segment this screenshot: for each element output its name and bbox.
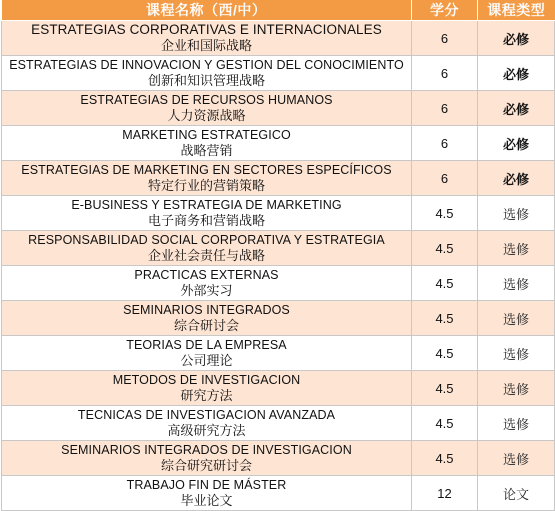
- header-credits: 学分: [412, 0, 478, 21]
- course-name-cell: [2, 231, 412, 266]
- course-name-chinese: 电子商务和营销战略: [147, 213, 265, 228]
- course-type-cell: 必修: [478, 91, 555, 126]
- credits-cell: 4.5: [412, 371, 478, 406]
- course-name-spanish: ESTRATEGIAS DE INNOVACION Y GESTION DEL CONOCIMIENTO: [9, 58, 404, 72]
- table-row: [2, 56, 555, 91]
- course-type-cell: 选修: [478, 231, 555, 266]
- table-row: [2, 126, 555, 161]
- course-name-spanish: ESTRATEGIAS DE MARKETING EN SECTORES ESPECÍFICOS: [21, 163, 392, 177]
- course-type-cell: 必修: [478, 56, 555, 91]
- table-header: [2, 0, 555, 21]
- course-name-cell: [2, 161, 412, 196]
- credits-cell: 4.5: [412, 406, 478, 441]
- table-row: [2, 336, 555, 371]
- table-row: [2, 21, 555, 56]
- table-body: [2, 21, 555, 511]
- table-row: [2, 266, 555, 301]
- header-row: [2, 0, 555, 21]
- course-type-cell: 选修: [478, 196, 555, 231]
- course-type-cell: 必修: [478, 21, 555, 56]
- course-name-spanish: SEMINARIOS INTEGRADOS DE INVESTIGACION: [61, 443, 352, 457]
- course-name-cell: [2, 476, 412, 511]
- course-type-cell: 选修: [478, 406, 555, 441]
- course-name-chinese: 人力资源战略: [167, 108, 246, 123]
- course-name-spanish: ESTRATEGIAS DE RECURSOS HUMANOS: [80, 93, 333, 107]
- credits-cell: 6: [412, 56, 478, 91]
- course-type-cell: 选修: [478, 441, 555, 476]
- header-course-type: 课程类型: [478, 0, 555, 21]
- table-row: [2, 441, 555, 476]
- course-name-chinese: 企业社会责任与战略: [147, 248, 265, 263]
- course-type-cell: 选修: [478, 336, 555, 371]
- course-name-chinese: 特定行业的营销策略: [147, 178, 265, 193]
- table-row: [2, 196, 555, 231]
- table-row: [2, 161, 555, 196]
- course-name-spanish: MARKETING ESTRATEGICO: [122, 128, 291, 142]
- course-name-chinese: 公司理论: [180, 353, 233, 368]
- course-name-chinese: 外部实习: [180, 283, 233, 298]
- course-name-spanish: E-BUSINESS Y ESTRATEGIA DE MARKETING: [71, 198, 342, 212]
- course-type-cell: 选修: [478, 266, 555, 301]
- table-row: [2, 91, 555, 126]
- course-name-chinese: 企业和国际战略: [160, 38, 252, 53]
- course-name-cell: [2, 21, 412, 56]
- table-row: [2, 406, 555, 441]
- course-type-cell: 必修: [478, 126, 555, 161]
- course-name-chinese: 综合研究研讨会: [160, 458, 252, 473]
- course-name-cell: [2, 266, 412, 301]
- table-row: [2, 301, 555, 336]
- course-name-spanish: TECNICAS DE INVESTIGACION AVANZADA: [77, 408, 336, 422]
- course-name-chinese: 研究方法: [180, 388, 233, 403]
- table-row: [2, 476, 555, 511]
- course-name-cell: [2, 406, 412, 441]
- course-type-cell: 必修: [478, 161, 555, 196]
- course-name-cell: [2, 126, 412, 161]
- credits-cell: 4.5: [412, 336, 478, 371]
- course-name-cell: [2, 301, 412, 336]
- course-name-chinese: 创新和知识管理战略: [147, 73, 265, 88]
- course-name-chinese: 战略营销: [180, 143, 233, 158]
- course-name-spanish: TRABAJO FIN DE MÁSTER: [126, 478, 287, 492]
- course-name-cell: [2, 371, 412, 406]
- credits-cell: 12: [412, 476, 478, 511]
- table-row: [2, 231, 555, 266]
- course-name-spanish: TEORIAS DE LA EMPRESA: [126, 338, 287, 352]
- credits-cell: 4.5: [412, 196, 478, 231]
- course-type-cell: 选修: [478, 371, 555, 406]
- course-table: [1, 0, 555, 511]
- course-name-spanish: SEMINARIOS INTEGRADOS: [123, 303, 290, 317]
- credits-cell: 4.5: [412, 301, 478, 336]
- course-name-chinese: 毕业论文: [180, 493, 233, 508]
- table-row: [2, 371, 555, 406]
- course-name-cell: [2, 91, 412, 126]
- credits-cell: 6: [412, 91, 478, 126]
- header-course-name: 课程名称（西/中）: [2, 0, 412, 21]
- course-name-spanish: RESPONSABILIDAD SOCIAL CORPORATIVA Y ESTRATEGIA: [28, 233, 385, 247]
- course-name-cell: [2, 56, 412, 91]
- credits-cell: 4.5: [412, 231, 478, 266]
- course-name-cell: [2, 196, 412, 231]
- credits-cell: 6: [412, 126, 478, 161]
- course-type-cell: 论文: [478, 476, 555, 511]
- credits-cell: 6: [412, 161, 478, 196]
- course-name-cell: [2, 441, 412, 476]
- course-type-cell: 选修: [478, 301, 555, 336]
- course-name-chinese: 高级研究方法: [167, 423, 246, 438]
- course-name-spanish: PRACTICAS EXTERNAS: [134, 268, 279, 282]
- credits-cell: 4.5: [412, 266, 478, 301]
- credits-cell: 6: [412, 21, 478, 56]
- course-name-spanish: ESTRATEGIAS CORPORATIVAS E INTERNACIONALES: [31, 22, 382, 37]
- course-name-cell: [2, 336, 412, 371]
- credits-cell: 4.5: [412, 441, 478, 476]
- course-name-spanish: METODOS DE INVESTIGACION: [112, 373, 301, 387]
- course-name-chinese: 综合研讨会: [173, 318, 239, 333]
